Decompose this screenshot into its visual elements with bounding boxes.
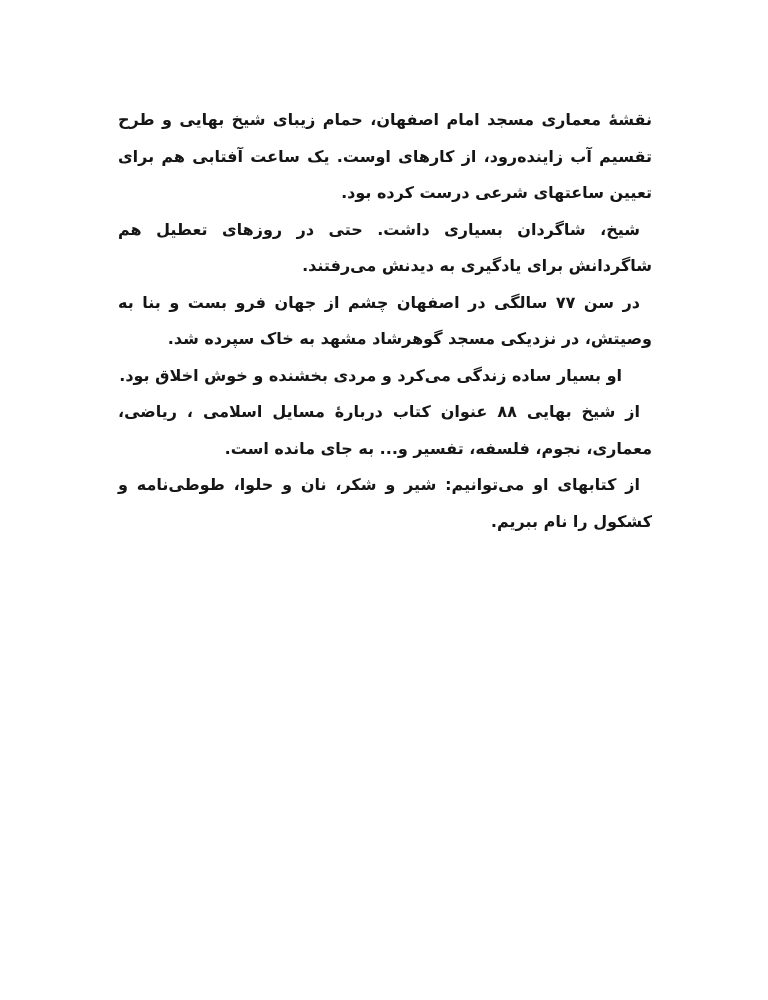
paragraph-architecture: نقشهٔ معماری مسجد امام اصفهان، حمام زیبای شیخ بهایی و طرح تقسیم آب زاینده‌رود، از کارهای اوست. یک ساعت آفتابی هم برای تعیین ساعتهای شرعی درست کرده بود. <box>118 110 652 202</box>
paragraph-books-count: از شیخ بهایی ۸۸ عنوان کتاب دربارهٔ مسایل اسلامی ، ریاضی، معماری، نجوم، فلسفه، تفسیر و... به جای مانده است. <box>118 402 652 458</box>
paragraph-book-titles: از کتابهای او می‌توانیم: شیر و شکر، نان و حلوا، طوطی‌نامه و کشکول را نام ببریم. <box>118 475 652 531</box>
paragraph-death: در سن ۷۷ سالگی در اصفهان چشم از جهان فرو بست و بنا به وصیتش، در نزدیکی مسجد گوهرشاد مشهد به خاک سپرده شد. <box>118 292 652 348</box>
paragraph-character: او بسیار ساده زندگی می‌کرد و مردی بخشنده و خوش اخلاق بود. <box>119 365 622 385</box>
paragraph-students: شیخ، شاگردان بسیاری داشت. حتی در روزهای تعطیل هم شاگردانش برای یادگیری به دیدنش می‌رفتند. <box>118 219 652 275</box>
body-text <box>118 102 652 540</box>
